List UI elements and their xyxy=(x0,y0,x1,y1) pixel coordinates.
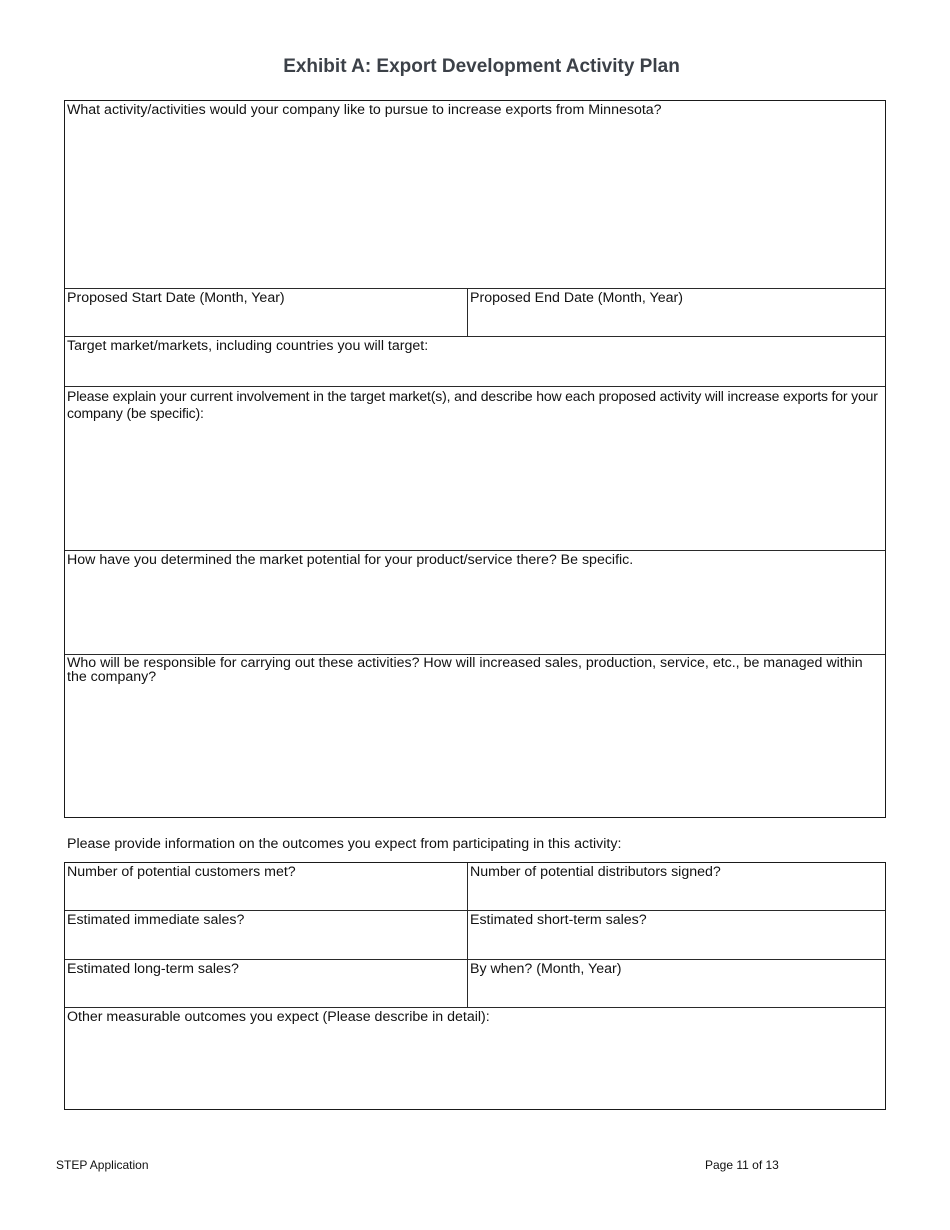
other-outcomes-field[interactable] xyxy=(65,1008,885,1109)
short-term-sales-field[interactable] xyxy=(468,911,885,959)
footer-document-name: STEP Application xyxy=(56,1158,149,1172)
immediate-sales-label: Estimated immediate sales? xyxy=(67,912,245,928)
sales-row xyxy=(65,911,885,960)
customers-met-field[interactable] xyxy=(65,863,468,910)
long-term-sales-label: Estimated long-term sales? xyxy=(67,961,239,977)
distributors-signed-field[interactable] xyxy=(468,863,885,910)
customers-met-label: Number of potential customers met? xyxy=(67,864,296,880)
end-date-field[interactable] xyxy=(468,289,885,336)
by-when-field[interactable] xyxy=(468,960,885,1007)
outcomes-intro: Please provide information on the outcomes you expect from participating in this activity: xyxy=(67,836,622,852)
footer-page-number: Page 11 of 13 xyxy=(705,1158,779,1172)
involvement-row xyxy=(65,387,885,551)
target-markets-field[interactable] xyxy=(65,337,885,386)
target-markets-row xyxy=(65,337,885,387)
responsibility-field[interactable] xyxy=(65,655,885,817)
short-term-sales-label: Estimated short-term sales? xyxy=(470,912,647,928)
customers-distributors-row xyxy=(65,863,885,911)
immediate-sales-field[interactable] xyxy=(65,911,468,959)
market-potential-row xyxy=(65,551,885,655)
long-term-row xyxy=(65,960,885,1008)
outcomes-form xyxy=(64,862,886,1110)
long-term-sales-field[interactable] xyxy=(65,960,468,1007)
target-markets-label: Target market/markets, including countries you will target: xyxy=(67,338,429,354)
other-outcomes-row xyxy=(65,1008,885,1109)
page-title: Exhibit A: Export Development Activity Plan xyxy=(283,56,680,77)
dates-row xyxy=(65,289,885,337)
market-potential-label: How have you determined the market potential for your product/service there? Be specific. xyxy=(67,552,634,568)
responsibility-label: Who will be responsible for carrying out these activities? How will increased sales, production, service, etc., be managed within the company? xyxy=(67,655,863,685)
distributors-signed-label: Number of potential distributors signed? xyxy=(470,864,721,880)
involvement-label: Please explain your current involvement in the target market(s), and describe how each proposed activity will increase exports for your company (be specific): xyxy=(67,388,878,421)
market-potential-field[interactable] xyxy=(65,551,885,654)
responsibility-row xyxy=(65,655,885,817)
start-date-label: Proposed Start Date (Month, Year) xyxy=(67,290,285,306)
by-when-label: By when? (Month, Year) xyxy=(470,961,622,977)
involvement-field[interactable] xyxy=(65,387,885,550)
other-outcomes-label: Other measurable outcomes you expect (Please describe in detail): xyxy=(67,1009,490,1025)
activities-label: What activity/activities would your company like to pursue to increase exports from Minnesota? xyxy=(67,102,662,118)
activities-row xyxy=(65,101,885,289)
activities-field[interactable] xyxy=(65,101,885,288)
start-date-field[interactable] xyxy=(65,289,468,336)
activity-plan-form xyxy=(64,100,886,818)
end-date-label: Proposed End Date (Month, Year) xyxy=(470,290,683,306)
